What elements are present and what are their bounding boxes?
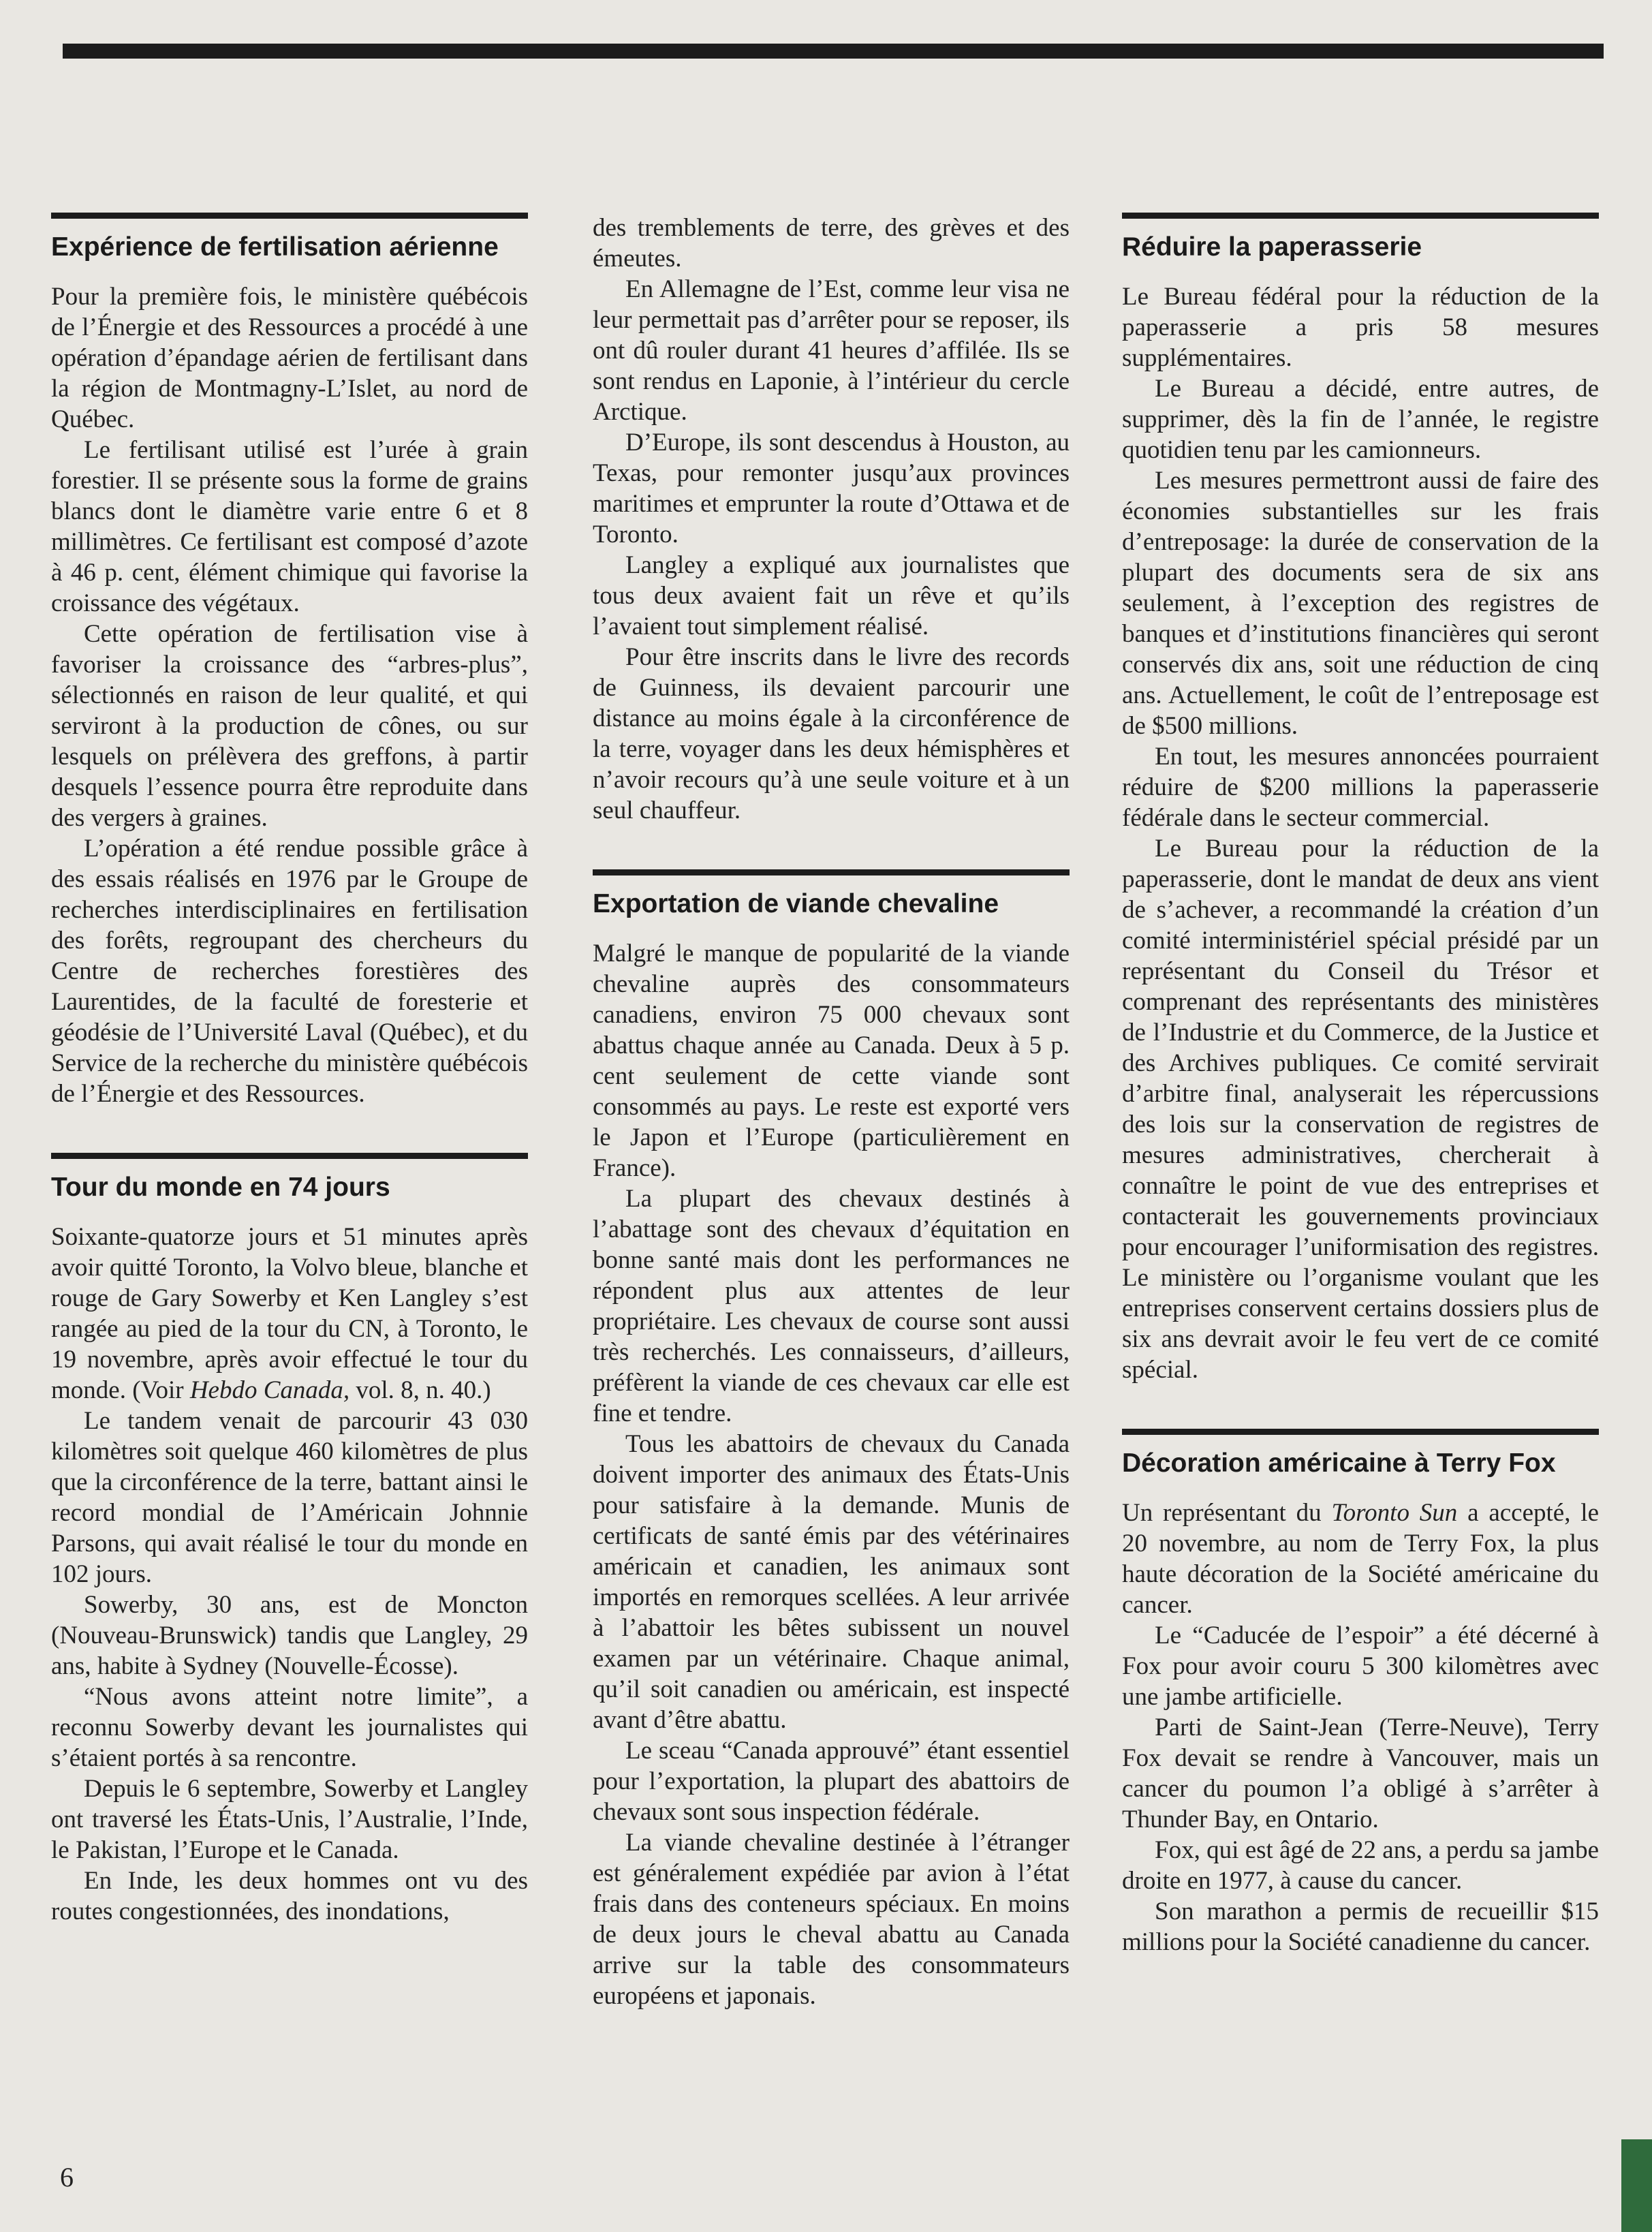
- section-rule: [1122, 1429, 1599, 1435]
- paragraph: Sowerby, 30 ans, est de Moncton (Nouveau-Brunswick) tandis que Langley, 29 ans, habite à Sydney (Nouvelle-Écosse).: [51, 1591, 528, 1680]
- paragraph: Malgré le manque de popularité de la viande chevaline auprès des consommateurs canadiens, environ 75 000 chevaux sont abattus chaque année au Canada. Deux à 5 p. cent seulement de cette viande sont consommés au pays. Le reste est exporté vers le Japon et l’Europe (particulièrement en France).: [593, 940, 1070, 1182]
- paragraph: des tremblements de terre, des grèves et des émeutes.: [593, 214, 1070, 273]
- paragraph: D’Europe, ils sont descendus à Houston, au Texas, pour remonter jusqu’aux provinces maritimes et emprunter la route d’Ottawa et de Toronto.: [593, 429, 1070, 548]
- paragraph: Cette opération de fertilisation vise à favoriser la croissance des “arbres-plus”, sélectionnés en raison de leur qualité, et qui serviront à la production de cônes, ou sur lesquels on prélèvera des greffons, à partir desquels l’essence pourra être reproduite dans des vergers à graines.: [51, 620, 528, 832]
- page-number: 6: [60, 2162, 74, 2192]
- paragraph: Fox, qui est âgé de 22 ans, a perdu sa jambe droite en 1977, à cause du cancer.: [1122, 1836, 1599, 1895]
- paragraph: Pour la première fois, le ministère québécois de l’Énergie et des Ressources a procédé à une opération d’épandage aérien de fertilisant dans la région de Montmagny-L’Islet, au nord de Québec.: [51, 283, 528, 433]
- article-fertilisation: [51, 213, 528, 1109]
- section-rule: [51, 213, 528, 219]
- paragraph: Le fertilisant utilisé est l’urée à grain forestier. Il se présente sous la forme de grains blancs dont le diamètre varie entre 6 et 8 millimètres. Ce fertilisant est composé d’azote à 46 p. cent, élément chimique qui favorise la croissance des végétaux.: [51, 436, 528, 617]
- article-paperasserie: [1122, 213, 1599, 1385]
- column-1: [51, 213, 528, 1970]
- paragraph: Le Bureau fédéral pour la réduction de la paperasserie a pris 58 mesures supplémentaires.: [1122, 283, 1599, 372]
- paragraph: [1122, 1498, 1599, 1620]
- paragraph: En Allemagne de l’Est, comme leur visa ne leur permettait pas d’arrêter pour se reposer, ils ont dû rouler durant 41 heures d’affilée. Ils se sont rendus en Laponie, à l’intérieur du cercle Arctique.: [593, 275, 1070, 426]
- column-3: [1122, 213, 1599, 2001]
- paragraph: En tout, les mesures annoncées pourraient réduire de $200 millions la paperasserie fédérale dans le secteur commercial.: [1122, 743, 1599, 832]
- binding-strip: [1621, 2139, 1652, 2232]
- paragraph: Le Bureau a décidé, entre autres, de supprimer, dès la fin de l’année, le registre quotidien tenu par les camionneurs.: [1122, 375, 1599, 464]
- section-rule: [593, 869, 1070, 875]
- paragraph: Le “Caducée de l’espoir” a été décerné à Fox pour avoir couru 5 300 kilomètres avec une jambe artificielle.: [1122, 1622, 1599, 1711]
- paragraph: Les mesures permettront aussi de faire des économies substantielles sur les frais d’entreposage: la durée de conservation de la plupart des documents sera de six ans seulement, à l’exception des registres de banques et d’institutions financières qui seront conservés dix ans, soit une réduction de cinq ans. Actuellement, le coût de l’entreposage est de $500 millions.: [1122, 467, 1599, 740]
- text: a accepté, le 20 novembre, au nom de Terry Fox, la plus haute décoration de la Société américaine du cancer.: [1122, 1499, 1599, 1619]
- paragraph: Le sceau “Canada approuvé” étant essentiel pour l’exportation, la plupart des abattoirs de chevaux sont sous inspection fédérale.: [593, 1737, 1070, 1826]
- paragraph: Son marathon a permis de recueillir $15 millions pour la Société canadienne du cancer.: [1122, 1897, 1599, 1956]
- text: vol. 8, n. 40.): [349, 1376, 491, 1404]
- text: Un représentant du: [1122, 1499, 1332, 1527]
- article-tour-du-monde-continued: [593, 213, 1070, 826]
- article-title: Expérience de fertilisation aérienne: [51, 232, 499, 262]
- section-rule: [1122, 213, 1599, 219]
- article-viande-chevaline: [593, 869, 1070, 2011]
- article-tour-du-monde: [51, 1153, 528, 1927]
- article-title: Décoration américaine à Terry Fox: [1122, 1448, 1556, 1478]
- paragraph: Depuis le 6 septembre, Sowerby et Langley ont traversé les États-Unis, l’Australie, l’Inde, le Pakistan, l’Europe et le Canada.: [51, 1775, 528, 1864]
- paragraph: Le Bureau pour la réduction de la paperasserie, dont le mandat de deux ans vient de s’achever, a recommandé la création d’un comité interministériel spécial présidé par un représentant du Conseil du Trésor et comprenant des représentants des ministères de l’Industrie et du Commerce, de la Justice et des Archives publiques. Ce comité servirait d’arbitre final, analyserait les répercussions des lois sur la conservation de registres de mesures administratives, chercherait à connaître le point de vue des entreprises et contacterait les gouvernements provinciaux pour encourager l’uniformisation des registres. Le ministère ou l’organisme voulant que les entreprises conservent certains dossiers plus de six ans devrait avoir le feu vert de ce comité spécial.: [1122, 835, 1599, 1384]
- article-terry-fox: [1122, 1429, 1599, 1957]
- paragraph: Langley a expliqué aux journalistes que tous deux avaient fait un rêve et qu’ils l’avaient tout simplement réalisé.: [593, 551, 1070, 640]
- article-title: Réduire la paperasserie: [1122, 232, 1422, 262]
- publication-name: Toronto Sun: [1331, 1499, 1458, 1527]
- header-rule: [63, 44, 1604, 59]
- paragraph: L’opération a été rendue possible grâce à des essais réalisés en 1976 par le Groupe de recherches interdisciplinaires en fertilisation des forêts, regroupant des chercheurs du Centre de recherches forestières des Laurentides, de la faculté de foresterie et géodésie de l’Université Laval (Québec), et du Service de la recherche du ministère québécois de l’Énergie et des Ressources.: [51, 835, 528, 1108]
- section-rule: [51, 1153, 528, 1159]
- paragraph: La viande chevaline destinée à l’étranger est généralement expédiée par avion à l’état frais dans des conteneurs spéciaux. En moins de deux jours le cheval abattu au Canada arrive sur la table des consommateurs européens et japonais.: [593, 1829, 1070, 2010]
- paragraph: En Inde, les deux hommes ont vu des routes congestionnées, des inondations,: [51, 1867, 528, 1925]
- article-title: Tour du monde en 74 jours: [51, 1173, 390, 1202]
- paragraph: Parti de Saint-Jean (Terre-Neuve), Terry Fox devait se rendre à Vancouver, mais un cancer du poumon l’a obligé à s’arrêter à Thunder Bay, en Ontario.: [1122, 1714, 1599, 1833]
- paragraph: La plupart des chevaux destinés à l’abattage sont des chevaux d’équitation en bonne santé mais dont les performances ne répondent plus aux attentes de leur propriétaire. Les chevaux de course sont aussi très recherchés. Les connaisseurs, d’ailleurs, préfèrent la viande de ces chevaux car elle est fine et tendre.: [593, 1185, 1070, 1427]
- text: Soixante-quatorze jours et 51 minutes après avoir quitté Toronto, la Volvo bleue, blanche et rouge de Gary Sowerby et Ken Langley s’est rangée au pied de la tour du CN, à Toronto, le 19 novembre, après avoir effectué le tour du monde. (Voir: [51, 1223, 528, 1404]
- paragraph: Le tandem venait de parcourir 43 030 kilomètres soit quelque 460 kilomètres de plus que la circonférence de la terre, battant ainsi le record mondial de l’Américain Johnnie Parsons, qui avait réalisé le tour du monde en 102 jours.: [51, 1407, 528, 1588]
- article-title: Exportation de viande chevaline: [593, 889, 999, 918]
- paragraph: [51, 1222, 528, 1406]
- publication-name: Hebdo Canada,: [189, 1376, 350, 1404]
- column-2: [593, 213, 1070, 2055]
- paragraph: Pour être inscrits dans le livre des records de Guinness, ils devaient parcourir une distance au moins égale à la circonférence de la terre, voyager dans les deux hémisphères et n’avoir recours qu’à une seule voiture et à un seul chauffeur.: [593, 643, 1070, 824]
- paragraph: Tous les abattoirs de chevaux du Canada doivent importer des animaux des États-Unis pour satisfaire à la demande. Munis de certificats de santé émis par des vétérinaires américain et canadien, les animaux sont importés en remorques scellées. A leur arrivée à l’abattoir les bêtes subissent un nouvel examen par un vétérinaire. Chaque animal, qu’il soit canadien ou américain, est inspecté avant d’être abattu.: [593, 1430, 1070, 1734]
- paragraph: “Nous avons atteint notre limite”, a reconnu Sowerby devant les journalistes qui s’étaient portés à sa rencontre.: [51, 1683, 528, 1772]
